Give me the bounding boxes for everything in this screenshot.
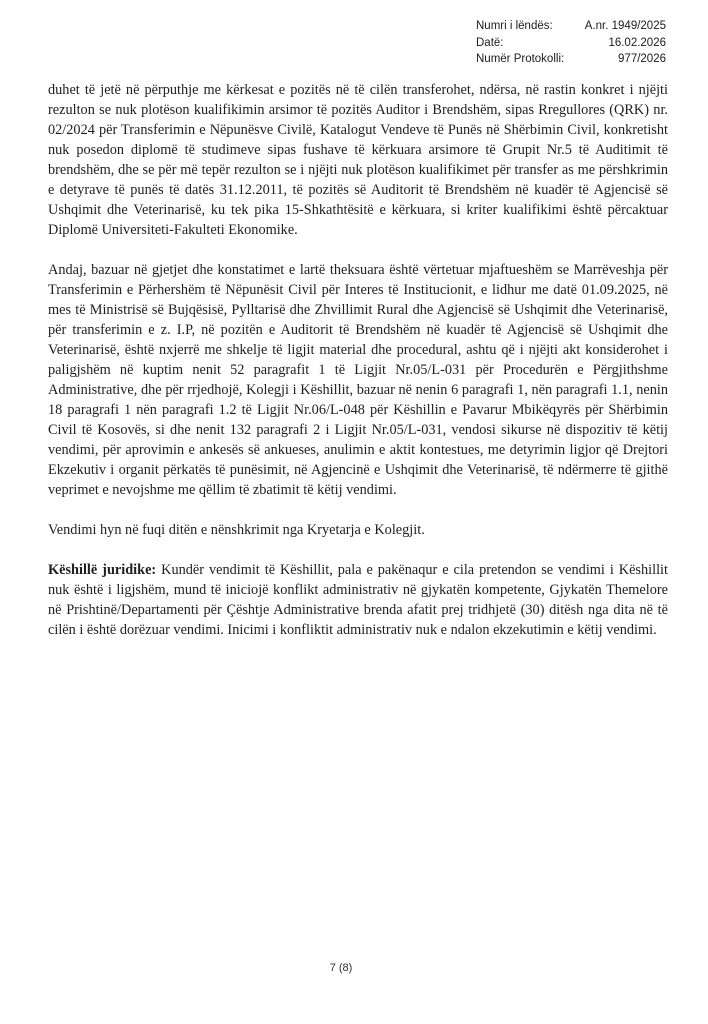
legal-advice-text: Kundër vendimit të Këshillit, pala e pakënaqur e cila pretendon se vendimi i Këshillit nuk është i ligjshëm, mund të iniciojë konflikt administrativ në gjykatën kompetente, Gjykatën Themelore në Prishtinë/Departamenti për Çështje Administrative brenda afatit prej tridhjetë (30) ditësh nga dita në të cilën i është dorëzuar vendimi. Inicimi i konfliktit administrativ nuk e ndalon ekzekutimin e këtij vendimi. xyxy=(48,562,668,638)
protocol-number-label: Numër Protokolli: xyxy=(476,53,565,65)
date-row xyxy=(476,35,666,52)
paragraph-effective-date: Vendimi hyn në fuqi ditën e nënshkrimit nga Kryetarja e Kolegjit. xyxy=(48,522,425,538)
document-body xyxy=(48,80,668,660)
paragraph-decision-reasoning: Andaj, bazuar në gjetjet dhe konstatimet e lartë theksuara është vërtetuar mjaftueshëm se Marrëveshja për Transferimin e Përhershëm të Nëpunësit Civil për Interes të Institucionit, e lidhur me datë 01.09.2025, në mes të Ministrisë së Bujqësisë, Pylltarisë dhe Zhvillimit Rural dhe Agjencisë së Ushqimit dhe Veterinarisë, për transferimin e z. I.P, në pozitën e Auditorit të Brendshëm në kuadër të Agjencisë së Ushqimit dhe Veterinarisë, është nxjerrë me shkelje të ligjit material dhe procedural, ashtu që i njëjti akt konsiderohet i paligjshëm në kuptim nenit 52 paragrafit 1 të Ligjit Nr.05/L-031 për Procedurën e Përgjithshme Administrative, dhe për rrjedhojë, Kolegji i Këshillit, bazuar në nenin 6 paragrafi 1, nën paragrafi 1.1, nenin 18 paragrafi 1 nën paragrafi 1.2 të Ligjit Nr.06/L-048 për Këshillin e Pavarur Mbikëqyrës për Shërbimin Civil të Kosovës, si dhe nenit 132 paragrafi 2 i Ligjit Nr.05/L-031, vendosi sikurse në dispozitiv të këtij vendimi, për aprovimin e ankesës së ankueses, anulimin e aktit kontestues, me detyrimin ligjor që Drejtori Ekzekutiv i organit përkatës të punësimit, në Agjencinë e Ushqimit dhe Veterinarisë, të ndërmerre të gjithë veprimet e nevojshme me qëllim të zbatimit të këtij vendimi. xyxy=(48,262,668,498)
case-number-value: A.nr. 1949/2025 xyxy=(584,20,666,32)
paragraph-legal-advice xyxy=(48,560,668,640)
document-header-metadata xyxy=(476,18,666,68)
case-number-row xyxy=(476,18,666,35)
date-value: 16.02.2026 xyxy=(608,36,666,49)
page-number: 7 (8) xyxy=(329,962,353,974)
legal-advice-label: Këshillë juridike: xyxy=(48,562,157,578)
date-label: Datë: xyxy=(476,36,504,49)
protocol-number-row xyxy=(476,51,666,68)
paragraph-qualification-findings: duhet të jetë në përputhje me kërkesat e pozitës në të cilën transferohet, ndërsa, në rastin konkret i njëjti rezulton se nuk plotëson kualifikimin arsimor të pozitës Auditor i Brendshëm, sipas Rregullores (QRK) nr. 02/2024 për Transferimin e Nëpunësve Civilë, Katalogut Vendeve të Punës në Shërbimin Civil, konkretisht nuk posedon diplomë të studimeve sipas fushave të kërkuara arsimore të Grupit Nr.5 të Auditimit të brendshëm, dhe se për më tepër rezulton se i njëjti nuk plotëson kualifikimet për transfer as me përshkrimin e detyrave të punës të datës 31.12.2011, të pozitës së Auditorit të Brendshëm në kuadër të Agjencisë së Ushqimit dhe Veterinarisë, ku tek pika 15-Shkathtësitë e kërkuara, si kriter kualifikimi është përcaktuar Diplomë Universiteti-Fakulteti Ekonomike. xyxy=(48,82,668,238)
protocol-number-value: 977/2026 xyxy=(618,53,666,65)
case-number-label: Numri i lëndës: xyxy=(476,20,553,32)
